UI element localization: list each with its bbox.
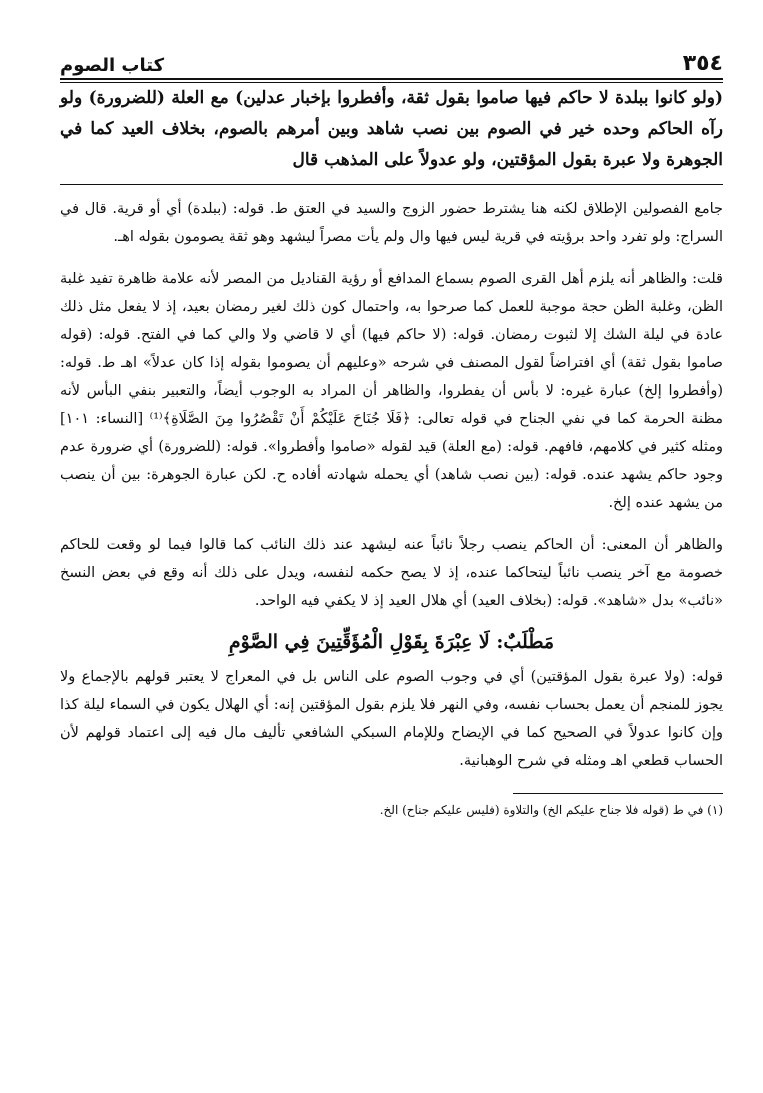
commentary-paragraph: والظاهر أن المعنى: أن الحاكم ينصب رجلاً نائباً عنه ليشهد عند ذلك النائب كما قالوا فيما لو وقعت للحاكم خصومة مع آخر ينصب نائباً ليتحاكما عنده، إذ لا يصح حكمه لنفسه، ويدل على ذلك أنه وقع في بعض النسخ «نائب» بدل «شاهد». قوله: (بخلاف العيد) أي هلال العيد إذ لا يكفي فيه الواحد. (60, 537, 723, 609)
footnote: (١) في ط (قوله فلا جناح عليكم الخ) والتلاوة (فليس عليكم جناح) الخ. (379, 803, 723, 817)
page-number: ٣٥٤ (682, 51, 723, 76)
section-heading: مَطْلَبٌ: لَا عِبْرَةَ بِقَوْلِ الْمُؤَقِّتِينَ فِي الصَّوْمِ (228, 631, 555, 653)
commentary-continued (60, 663, 723, 775)
matn-separator (60, 184, 723, 185)
book-title: كتاب الصوم (60, 55, 165, 76)
commentary-paragraph: جامع الفصولين الإطلاق لكنه هنا يشترط حضور الزوج والسيد في العتق ط. قوله: (ببلدة) أي أو قرية. قال في السراج: ولو تفرد واحد برؤيته في قرية ليس فيها وال ولم يأت مصراً ليشهد وهو ثقة يصومون بقوله اهـ. (60, 201, 723, 245)
commentary-paragraph: قوله: (ولا عبرة بقول المؤقتين) أي في وجوب الصوم على الناس بل في المعراج لا يعتبر قولهم بالإجماع ولا يجوز للمنجم أن يعمل بحساب نفسه، وفي النهر فلا يلزم بقول المؤقتين إنه: أي الهلال يكون في السماء ليلة كذا وإن كانوا عدولاً في الصحيح كما في الإيضاح وللإمام السبكي الشافعي تأليف مال فيه إلى اعتماد قولهم لأن الحساب قطعي اهـ ومثله في شرح الوهبانية. (60, 669, 723, 769)
page-header (60, 40, 723, 76)
book-page (60, 40, 723, 1073)
matn-paragraph: (ولو كانوا ببلدة لا حاكم فيها صاموا بقول ثقة، وأفطروا بإخبار عدلين) مع العلة (للضرورة) ولو رآه الحاكم وحده خير في الصوم بين نصب شاهد وبين أمرهم بالصوم، بخلاف العيد كما في الجوهرة ولا عبرة بقول المؤقتين، ولو عدولاً على المذهب قال (60, 88, 723, 170)
matn-text (60, 83, 723, 176)
commentary (60, 195, 723, 615)
footnote-rule (513, 793, 723, 794)
commentary-paragraph: قلت: والظاهر أنه يلزم أهل القرى الصوم بسماع المدافع أو رؤية القناديل من المصر لأنه علامة ظاهرة تفيد غلبة الظن، وغلبة الظن حجة موجبة للعمل كما صرحوا به، واحتمال كون ذلك لغير رمضان بعيد، إذ لا يفعل مثل ذلك عادة في ليلة الشك إلا لثبوت رمضان. قوله: (لا حاكم فيها) أي لا قاضي ولا والي كما في الفتح. قوله: (قوله صاموا بقول ثقة) أي افتراضاً لقول المصنف في شرحه «وعليهم أن يصوموا بقوله إذا كان عدلاً» اهـ ط. قوله: (وأفطروا إلخ) عبارة غيره: لا بأس أن يفطروا، والظاهر أن المراد به الوجوب أيضاً، والتعبير بنفي البأس لأنه مظنة الحرمة كما في نفي الجناح في قوله تعالى: ﴿فَلَا جُنَاحَ عَلَيْكُمْ أَنْ تَقْصُرُوا مِنَ الصَّلَاةِ﴾⁽¹⁾ [النساء: ١٠١] ومثله كثير في كلامهم، فافهم. قوله: (مع العلة) قيد لقوله «صاموا وأفطروا». قوله: (للضرورة) أي ضرورة عدم وجود حاكم يشهد عنده. قوله: (بين نصب شاهد) أي يحمله شهادته أفاده ح. لكن عبارة الجوهرة: بين أن ينصب من يشهد عنده إلخ. (60, 271, 723, 511)
